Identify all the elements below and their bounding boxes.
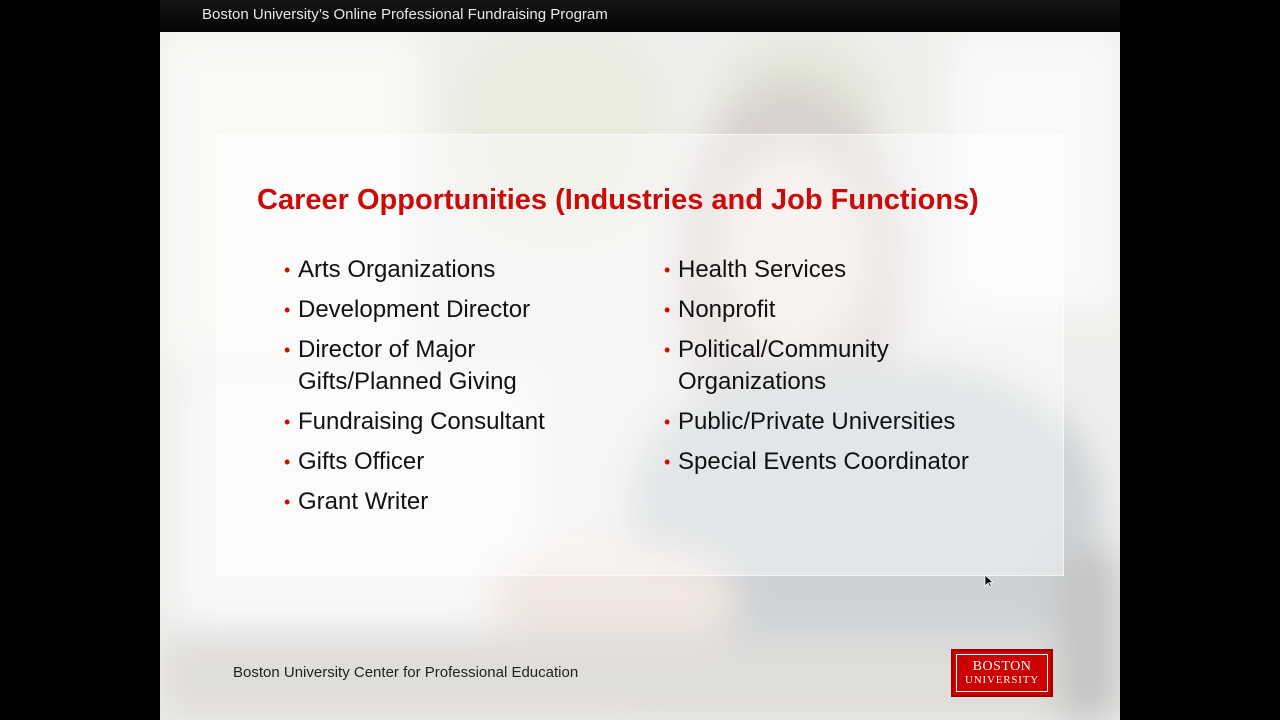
slide-title: Career Opportunities (Industries and Job Functions) <box>257 184 979 216</box>
bullet-icon: • <box>284 412 291 432</box>
career-list-left <box>284 254 624 526</box>
footer-text: Boston University Center for Professional Education <box>233 664 579 681</box>
bullet-icon: • <box>664 260 671 280</box>
logo-line-1: BOSTON <box>972 659 1032 674</box>
list-item: • Nonprofit <box>664 294 1024 326</box>
video-title: Boston University’s Online Professional Fundraising Program <box>202 6 608 23</box>
bullet-icon: • <box>284 340 291 360</box>
list-item: • Development Director <box>284 294 624 326</box>
logo-line-2: UNIVERSITY <box>965 674 1039 686</box>
bullet-icon: • <box>284 452 291 472</box>
list-item: • Grant Writer <box>284 486 624 518</box>
bullet-icon: • <box>664 340 671 360</box>
list-item: • Arts Organizations <box>284 254 624 286</box>
list-item: • Health Services <box>664 254 1024 286</box>
list-item: • Gifts Officer <box>284 446 624 478</box>
list-item: • Special Events Coordinator <box>664 446 1024 478</box>
boston-university-logo <box>951 649 1053 697</box>
list-item: • Director of Major Gifts/Planned Giving <box>284 336 517 395</box>
bullet-icon: • <box>284 300 291 320</box>
list-item: • Public/Private Universities <box>664 406 1024 438</box>
bullet-icon: • <box>664 452 671 472</box>
bullet-icon: • <box>664 412 671 432</box>
list-item: • Political/Community Organizations <box>664 336 889 395</box>
career-list-right <box>664 254 1024 486</box>
bullet-icon: • <box>284 492 291 512</box>
slide <box>160 32 1120 720</box>
list-item: • Fundraising Consultant <box>284 406 624 438</box>
bullet-icon: • <box>284 260 291 280</box>
video-title-bar <box>160 0 1120 32</box>
mouse-cursor-icon <box>984 574 994 588</box>
bullet-icon: • <box>664 300 671 320</box>
